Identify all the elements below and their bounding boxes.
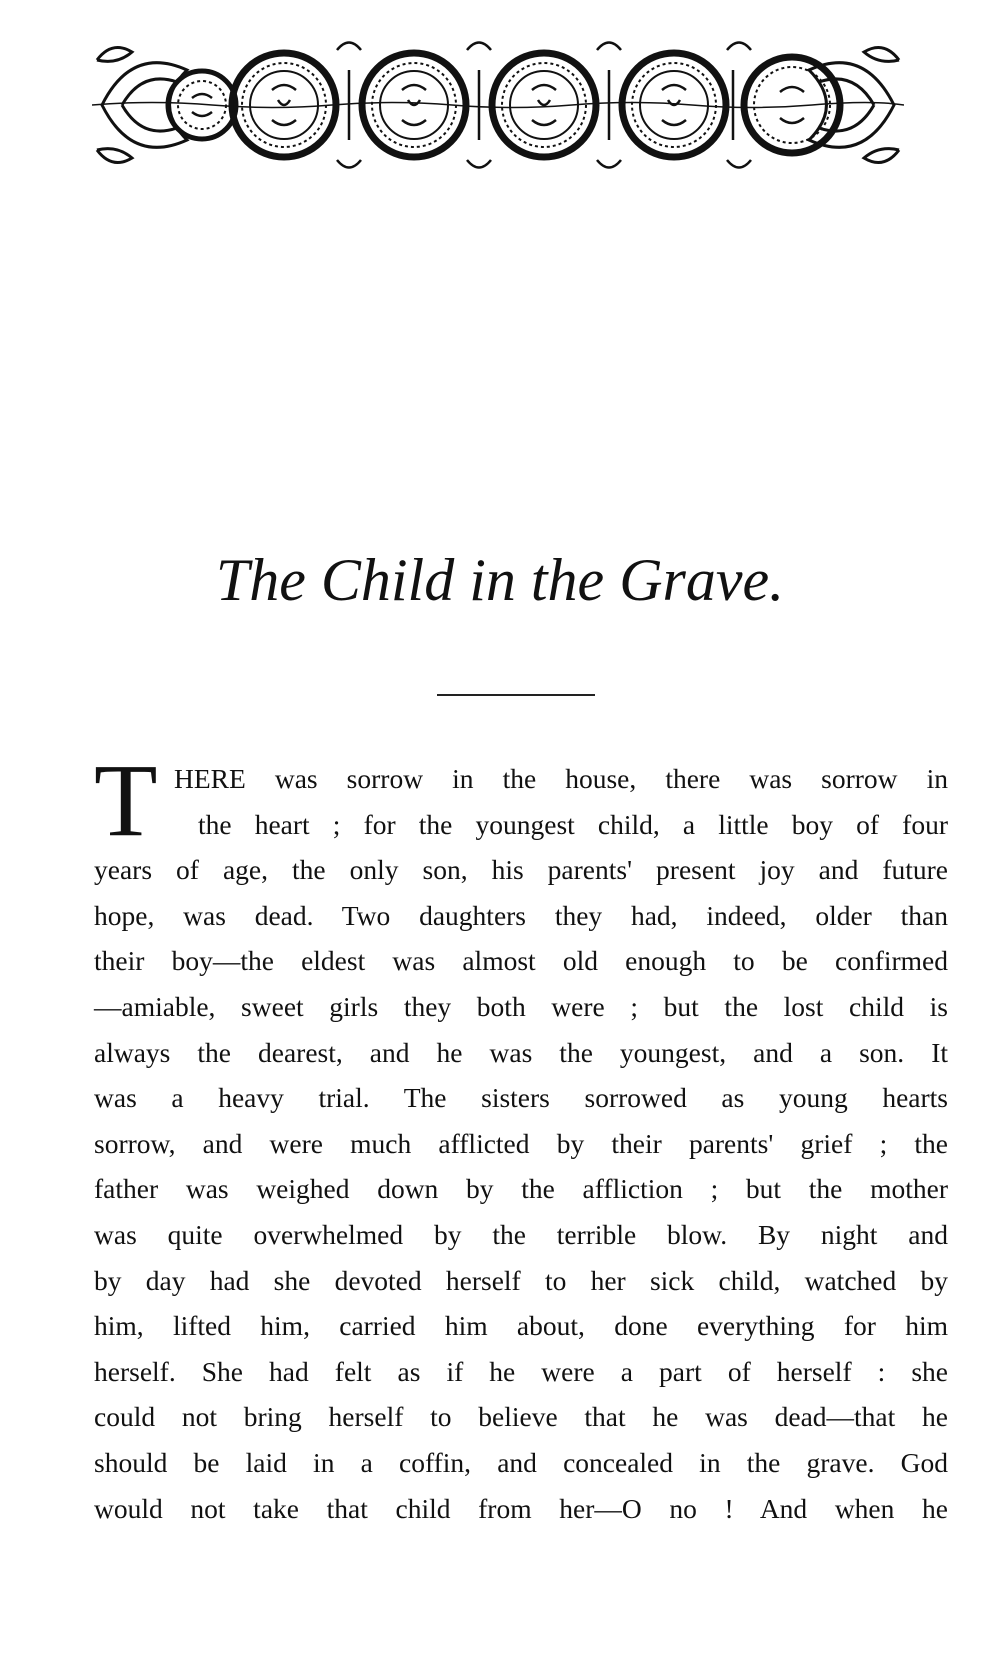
body-line: years of age, the only son, his parents' present joy and future xyxy=(94,854,948,886)
body-line: was a heavy trial. The sisters sorrowed as young hearts xyxy=(94,1082,948,1114)
body-line: father was weighed down by the affliction ; but the mother xyxy=(94,1173,948,1205)
drop-cap-letter: T xyxy=(94,743,158,858)
chapter-body-text xyxy=(94,743,948,1531)
body-line: the heart ; for the youngest child, a little boy of four xyxy=(198,808,948,840)
body-line: —amiable, sweet girls they both were ; but the lost child is xyxy=(94,990,948,1022)
body-line: HERE was sorrow in the house, there was sorrow in xyxy=(174,763,948,794)
body-line: would not take that child from her—O no ! And when he xyxy=(94,1492,948,1524)
body-line: was quite overwhelmed by the terrible blow. By night and xyxy=(94,1218,948,1250)
body-line: by day had she devoted herself to her sick child, watched by xyxy=(94,1264,948,1296)
body-line: sorrow, and were much afflicted by their parents' grief ; the xyxy=(94,1127,948,1159)
body-line: could not bring herself to believe that he was dead—that he xyxy=(94,1401,948,1433)
decorative-header-ornament xyxy=(92,30,904,180)
title-divider-rule xyxy=(437,694,595,696)
body-line: their boy—the eldest was almost old enough to be confirmed xyxy=(94,945,948,977)
body-line: always the dearest, and he was the youngest, and a son. It xyxy=(94,1036,948,1068)
chapter-title: The Child in the Grave. xyxy=(215,547,785,613)
body-line: hope, was dead. Two daughters they had, indeed, older than xyxy=(94,899,948,931)
body-line: herself. She had felt as if he were a part of herself : she xyxy=(94,1355,948,1387)
body-line: him, lifted him, carried him about, done everything for him xyxy=(94,1310,948,1342)
body-line: should be laid in a coffin, and concealed in the grave. God xyxy=(94,1446,948,1478)
